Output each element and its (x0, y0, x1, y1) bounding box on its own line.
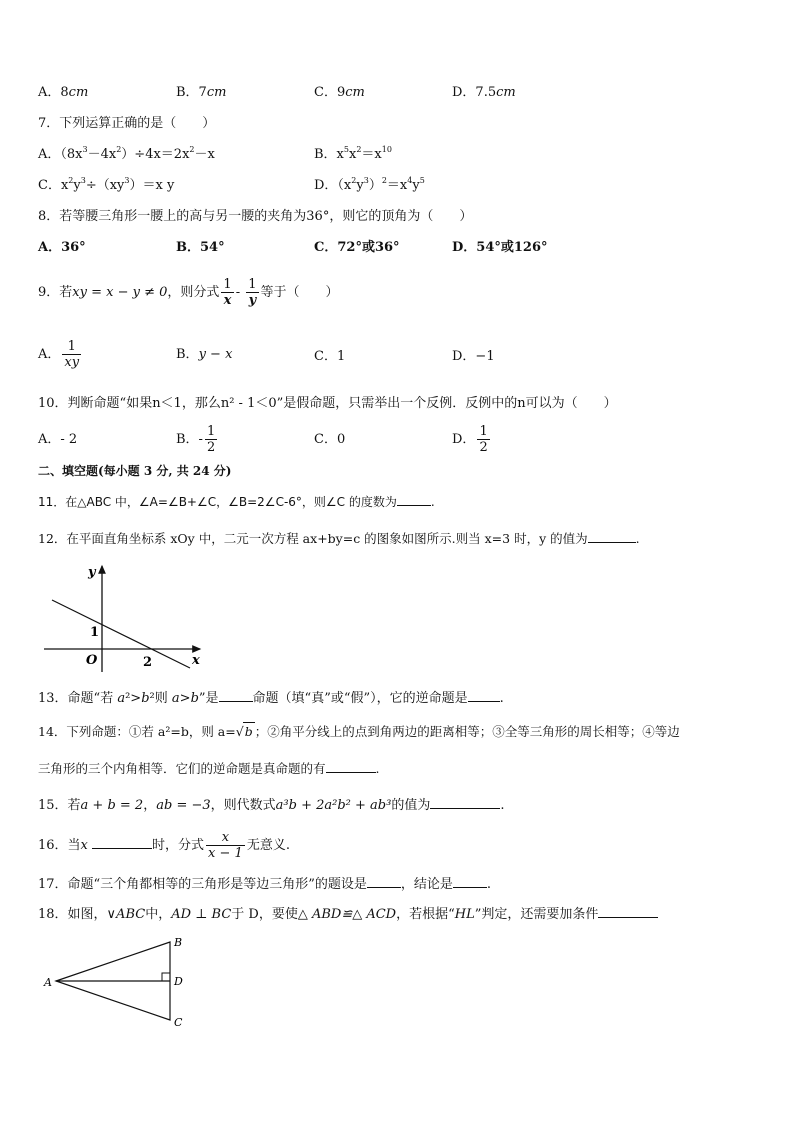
section-heading: 二、填空题(每小题 3 分, 共 24 分) (38, 464, 232, 478)
q6-option-a: A．8cm (38, 85, 89, 100)
q7-option-d: D．$(x^2y^3)^2=x^4y^5$ (314, 176, 425, 193)
q7-option-b: B．$x^5x^2=x^{10}$ (314, 145, 392, 162)
q6-option-b: B．7cm (176, 85, 227, 100)
q10-option-b: B．- $\frac{1}{2}$ (176, 424, 216, 455)
q9-option-d: D．−1 (452, 349, 495, 364)
right-angle-mark (162, 973, 170, 981)
q14-stem: 14．下列命题：①若 a²=b，则 a=√b ；②角平分线上的点到角两边的距离相等；③全等三角形的周长相等；④等边 (38, 724, 680, 739)
label-d: D (174, 975, 183, 988)
q9-option-a: A． $\frac{1}{xy}$ (38, 339, 80, 370)
q9-option-b: B．y − x (176, 347, 233, 362)
q14-stem-line2: 三角形的三个内角相等．它们的逆命题是真命题的有 . (38, 761, 380, 776)
q11-stem: 11．在△ABC 中，∠A=∠B+∠C，∠B=2∠C-6°，则∠C 的度数为 . (38, 495, 435, 509)
q7-option-c: C．$x^2y^3\div(xy^3)=x$ y (38, 176, 175, 193)
q15-stem: 15．若a + b = 2，ab = −3，则代数式a³b + 2a²b² + ab³的值为 . (38, 798, 505, 813)
q12-stem: 12．在平面直角坐标系 xOy 中，二元一次方程 ax+by=c 的图象如图所示.则当 x=3 时，y 的值为 . (38, 531, 640, 546)
x-intercept-label: 2 (143, 655, 153, 670)
q6-option-c: C．9cm (314, 85, 365, 100)
line-ax-by-c (52, 600, 190, 668)
label-b: B (174, 936, 183, 949)
y-label: y (88, 565, 96, 580)
q9-stem: 9．若xy = x − y ≠ 0，则分式 $\frac{1}{x}$ - $\frac{1}{y}$ 等于（ ） (38, 277, 339, 308)
x-label: x (192, 653, 200, 668)
q8-stem: 8．若等腰三角形一腰上的高与另一腰的夹角为36°，则它的顶角为（ ） (38, 209, 473, 224)
q8-option-a: A．36° (38, 240, 86, 255)
label-a: A (44, 976, 52, 989)
y-intercept-label: 1 (90, 625, 100, 640)
q10-stem: 10．判断命题“如果n＜1，那么n² - 1＜0”是假命题，只需举出一个反例．反例中的n可以为（ ） (38, 396, 617, 411)
q10-option-a: A．- 2 (38, 432, 78, 447)
q10-option-c: C．0 (314, 432, 346, 447)
q17-stem: 17．命题“三个角都相等的三角形是等边三角形”的题设是 ，结论是 . (38, 877, 491, 892)
origin-label: O (86, 653, 98, 668)
label-c: C (174, 1016, 183, 1029)
q18-stem: 18．如图，∨ABC中，AD ⊥ BC于 D，要使△ ABD≌△ ACD，若根据“HL”判定，还需要加条件 (38, 905, 658, 924)
q6-option-d: D．7.5cm (452, 85, 516, 100)
q13-stem: 13．命题“若 a²>b²则 a>b”是 命题（填“真”或“假”），它的逆命题是 . (38, 691, 504, 706)
q9-option-c: C．1 (314, 349, 346, 364)
q8-option-b: B．54° (176, 240, 225, 255)
q7-option-a: A．$(8x^3-4x^2)\div 4x=2x^2-x$ (38, 145, 215, 162)
linear-graph (40, 560, 210, 675)
q7-stem: 7．下列运算正确的是（ ） (38, 116, 216, 131)
q8-option-c: C．72°或36° (314, 240, 400, 255)
q8-option-d: D．54°或126° (452, 240, 548, 255)
q16-stem: 16．当x 时，分式 $\frac{x}{x - 1}$ 无意义. (38, 830, 290, 861)
triangle-figure (38, 930, 198, 1030)
q10-option-d: D． $\frac{1}{2}$ (452, 424, 488, 455)
